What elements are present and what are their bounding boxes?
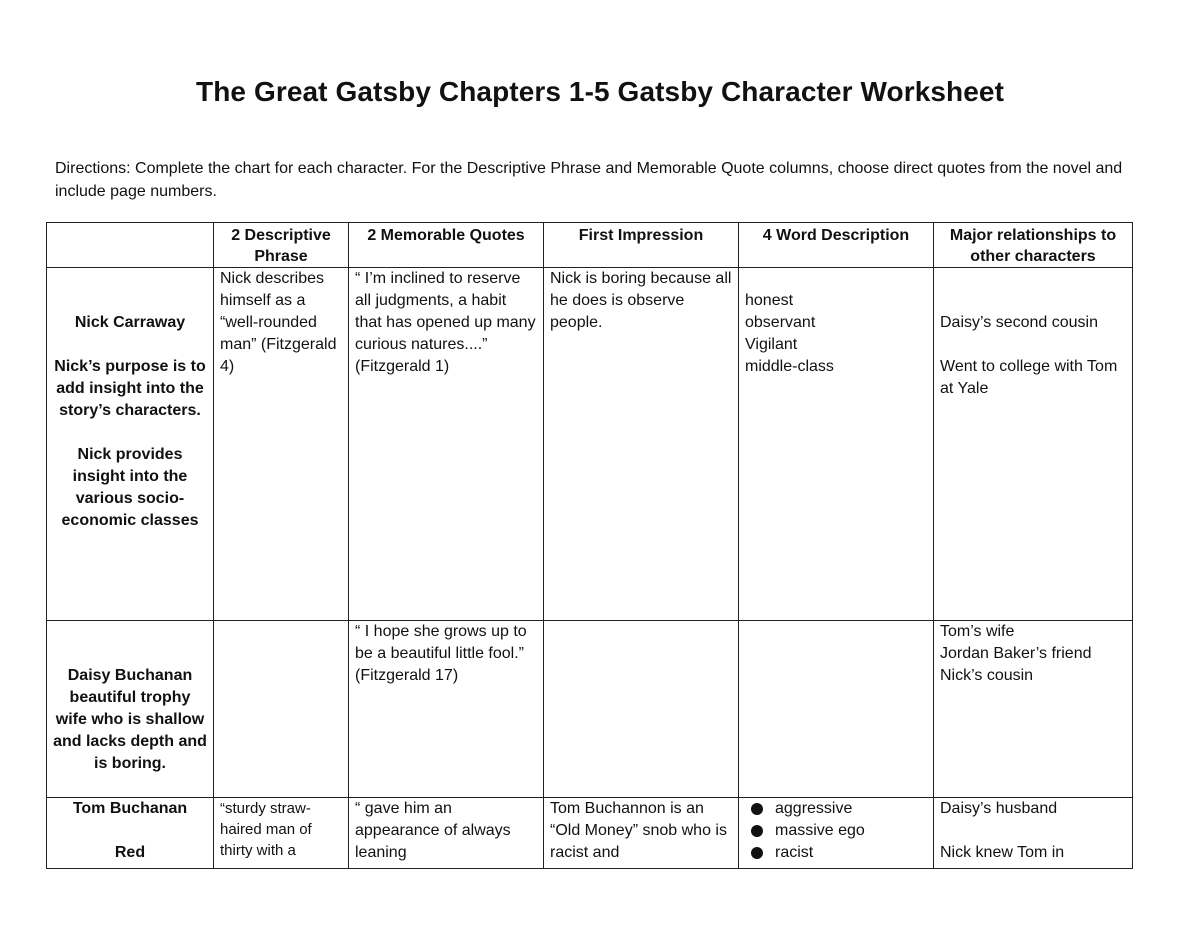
relationship-item: Daisy’s second cousin [940,314,1099,331]
phrase-cell-nick: Nick describes himself as a “well-rounded man” (Fitzgerald 4) [214,268,349,621]
quote-cell-tom: “ gave him an appearance of always leaning [349,798,544,869]
character-cell-tom [47,798,214,869]
character-name: Nick Carraway [74,314,186,331]
relationship-item: Nick knew Tom in [940,844,1065,861]
character-table [46,222,1133,869]
page-title: The Great Gatsby Chapters 1-5 Gatsby Character Worksheet [195,76,1005,107]
relationship-item: Nick’s cousin [940,667,1034,684]
relationship-item: Daisy’s husband [940,800,1058,817]
word-item: racist [775,842,927,864]
character-note: Red [114,844,146,861]
header-row [47,223,1133,268]
directions-text: Directions: Complete the chart for each character. For the Descriptive Phrase and Memorable Quote columns, choose direct quotes from the novel and include page numbers. [55,160,1123,200]
phrase-cell-daisy [214,621,349,798]
words-cell-daisy [739,621,934,798]
header-memorable-quotes: 2 Memorable Quotes [349,223,544,268]
quote-cell-nick: “ I’m inclined to reserve all judgments, a habit that has opened up many curious natures....” (Fitzgerald 1) [349,268,544,621]
character-name: Tom Buchanan [72,800,188,817]
word-item: aggressive [775,798,927,820]
header-descriptive-phrase: 2 Descriptive Phrase [214,223,349,268]
table-row-nick [47,268,1133,621]
word-item: middle-class [745,358,834,375]
word-item: observant [745,314,816,331]
header-relationships: Major relationships to other characters [934,223,1133,268]
word-item: Vigilant [745,336,798,353]
table-row-tom [47,798,1133,869]
impression-cell-daisy [544,621,739,798]
character-name: Daisy Buchanan beautiful trophy wife who is shallow and lacks depth and is boring. [53,667,207,772]
character-note: Nick’s purpose is to add insight into the story’s characters. [54,358,206,419]
word-item: massive ego [775,820,927,842]
table-row-daisy [47,621,1133,798]
header-character [47,223,214,268]
relationship-item: Jordan Baker’s friend [940,645,1092,662]
relationship-item: Tom’s wife [940,623,1015,640]
impression-cell-tom: Tom Buchannon is an “Old Money” snob who is racist and [544,798,739,869]
character-note: Nick provides insight into the various socio-economic classes [61,446,199,529]
header-first-impression: First Impression [544,223,739,268]
header-word-description: 4 Word Description [739,223,934,268]
quote-cell-daisy: “ I hope she grows up to be a beautiful little fool.” (Fitzgerald 17) [349,621,544,798]
character-cell-nick [47,268,214,621]
relationships-cell-daisy [934,621,1133,798]
words-cell-tom [739,798,934,869]
phrase-cell-tom: “sturdy straw-haired man of thirty with a [214,798,349,869]
words-cell-nick [739,268,934,621]
relationship-item: Went to college with Tom at Yale [940,358,1118,397]
character-cell-daisy [47,621,214,798]
relationships-cell-tom [934,798,1133,869]
relationships-cell-nick [934,268,1133,621]
impression-cell-nick: Nick is boring because all he does is observe people. [544,268,739,621]
word-item: honest [745,292,794,309]
